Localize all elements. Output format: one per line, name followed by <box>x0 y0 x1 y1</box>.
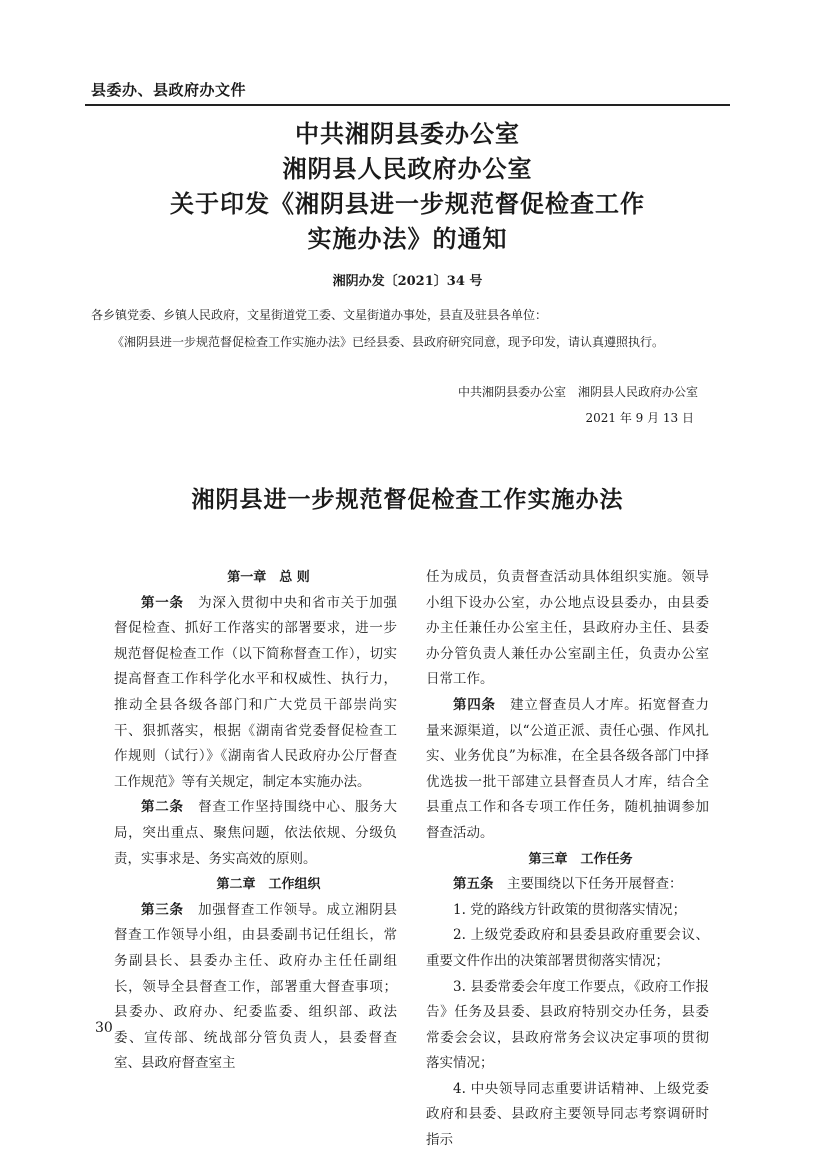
article-label: 第四条 <box>453 696 496 713</box>
title-line: 中共湘阴县委办公室 <box>295 119 520 148</box>
header-rule <box>85 104 730 106</box>
list-item: 2. 上级党委政府和县委县政府重要会议、重要文件作出的决策部署贯彻落实情况； <box>426 927 709 969</box>
left-column <box>114 565 397 1077</box>
header-label: 县委办、县政府办文件 <box>91 81 247 99</box>
right-column <box>426 565 709 1154</box>
notice-title <box>85 116 730 256</box>
title-line: 湘阴县人民政府办公室 <box>282 154 533 183</box>
article-text: 为深入贯彻中央和省市关于加强督促检查、抓好工作落实的部署要求，进一步规范督促检查工作（以下简称督查工作），切实提高督查工作科学化水平和权威性、执行力，推动全县各级各部门和广大党员干部崇尚实干、狠抓落实，根据《湖南省党委督促检查工作规则（试行）》《湖南省人民政府办公厅督查工作规范》等有关规定，制定本实施办法。 <box>114 594 398 790</box>
list-item: 1. 党的路线方针政策的贯彻落实情况； <box>453 901 687 918</box>
chapter-heading: 第二章 工作组织 <box>216 877 321 893</box>
article-continuation: 任为成员，负责督查活动具体组织实施。领导小组下设办公室，办公地点设县委办，由县委办主任兼任办公室主任，县政府办主任、县委办分管负责人兼任办公室副主任，负责办公室日常工作。 <box>426 569 709 688</box>
chapter-heading: 第一章 总 则 <box>227 570 310 585</box>
article-text: 主要围绕以下任务开展督查： <box>507 876 683 893</box>
list-item: 3. 县委常委会年度工作要点，《政府工作报告》任务及县委、县政府特别交办任务，县委常委会会议，县政府常务会议决定事项的贯彻落实情况； <box>426 978 709 1072</box>
list-item: 4. 中央领导同志重要讲话精神、上级党委政府和县委、县政府主要领导同志考察调研时指示 <box>426 1080 709 1149</box>
document-number: 湘阴办发〔2021〕34 号 <box>332 274 483 289</box>
page-number: 30 <box>95 1020 113 1036</box>
issuer: 中共湘阴县委办公室 湘阴县人民政府办公室 <box>457 385 698 399</box>
notice-body: 《湘阴县进一步规范督促检查工作实施办法》已经县委、县政府研究同意，现予印发，请认真遵照执行。 <box>112 335 665 349</box>
article <box>426 872 709 898</box>
salutation: 各乡镇党委、乡镇人民政府，文星街道党工委、文星街道办事处，县直及驻县各单位： <box>91 308 548 322</box>
article-label: 第一条 <box>141 594 184 611</box>
article-text: 建立督查员人才库。拓宽督查力量来源渠道，以“公道正派、责任心强、作风扎实、业务优良”为标准，在全县各级各部门中择优选拔一批干部建立县督查员人才库，结合全县重点工作和各专项工作任务，随机抽调参加督查活动。 <box>426 696 710 841</box>
article <box>114 591 397 796</box>
title-line: 实施办法》的通知 <box>307 224 508 253</box>
article-label: 第二条 <box>141 799 184 816</box>
article-label: 第三条 <box>141 901 184 918</box>
chapter-heading: 第三章 工作任务 <box>528 851 633 867</box>
measures-title: 湘阴县进一步规范督促检查工作实施办法 <box>191 486 624 513</box>
article-label: 第五条 <box>453 876 494 893</box>
article-text: 加强督查工作领导。成立湘阴县督查工作领导小组，由县委副书记任组长，常务副县长、县委办主任、政府办主任任副组长，领导全县督查工作，部署重大督查事项；县委办、政府办、纪委监委、组织部、政法委、宣传部、统战部分管负责人，县委督查室、县政府督查室主 <box>114 901 398 1072</box>
article <box>426 693 709 847</box>
title-line: 关于印发《湘阴县进一步规范督促检查工作 <box>170 189 645 218</box>
article-text: 督查工作坚持围绕中心、服务大局，突出重点、聚焦问题，依法依规、分级负责，实事求是、务实高效的原则。 <box>114 799 398 867</box>
article <box>114 795 397 872</box>
issue-date: 2021 年 9 月 13 日 <box>585 411 694 425</box>
article <box>114 898 397 1077</box>
